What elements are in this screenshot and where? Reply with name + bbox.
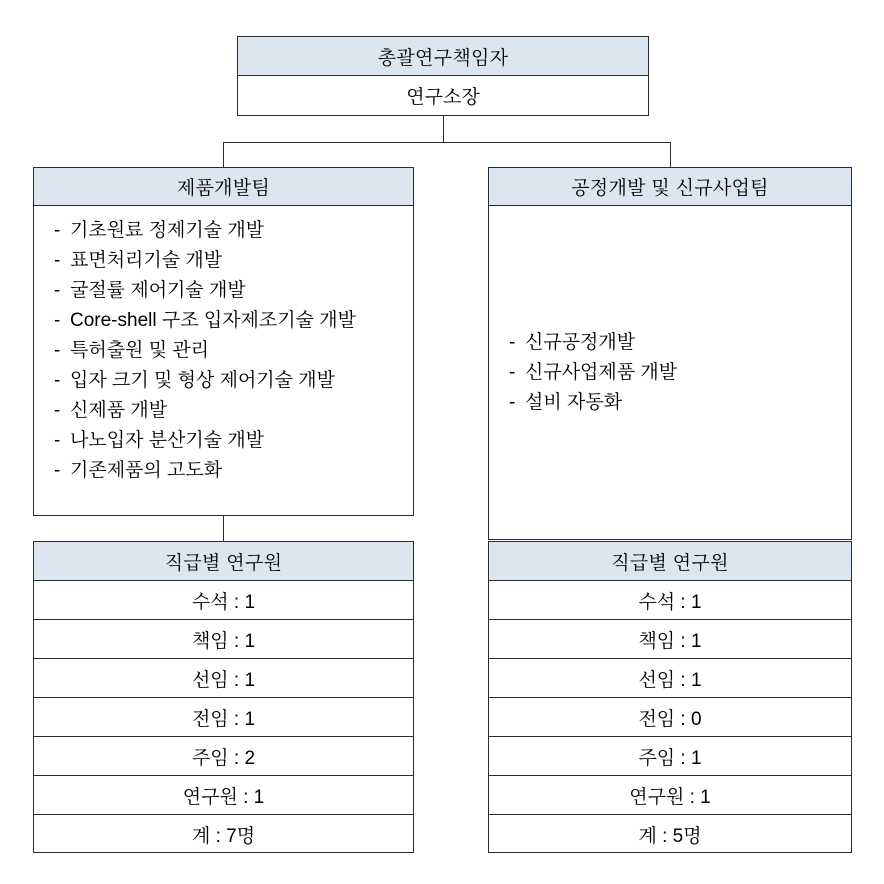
task-label: 특허출원 및 관리 <box>70 340 210 361</box>
node-chief-researcher <box>237 36 649 116</box>
task-label: 설비 자동화 <box>525 392 623 413</box>
task-label: 신규사업제품 개발 <box>525 362 678 383</box>
table-row: 주임 : 2 <box>34 737 413 776</box>
list-item <box>34 426 413 456</box>
table-row: 전임 : 0 <box>489 698 851 737</box>
table-row: 전임 : 1 <box>34 698 413 737</box>
bullet-dash: - <box>54 340 61 361</box>
table-row: 수석 : 1 <box>34 581 413 620</box>
task-label: 기초원료 정제기술 개발 <box>70 220 265 241</box>
table-row: 선임 : 1 <box>34 659 413 698</box>
node-process-development-team-title: 공정개발 및 신규사업팀 <box>489 168 851 206</box>
list-item <box>34 216 413 246</box>
bullet-dash: - <box>509 332 516 353</box>
task-label: Core-shell 구조 입자제조기술 개발 <box>70 310 356 331</box>
table-staff-process-development <box>488 541 852 853</box>
list-item <box>34 456 413 486</box>
node-chief-researcher-subtitle: 연구소장 <box>238 76 648 115</box>
table-staff-product-development <box>33 541 414 853</box>
connector-root-down <box>443 116 444 142</box>
task-label: 굴절률 제어기술 개발 <box>70 280 246 301</box>
bullet-dash: - <box>54 310 61 331</box>
list-item <box>34 276 413 306</box>
task-label: 신규공정개발 <box>525 332 636 353</box>
node-product-development-team-title: 제품개발팀 <box>34 168 413 206</box>
table-row: 책임 : 1 <box>489 620 851 659</box>
bullet-dash: - <box>54 250 61 271</box>
bullet-dash: - <box>509 392 516 413</box>
table-row: 책임 : 1 <box>34 620 413 659</box>
list-item <box>34 246 413 276</box>
process-development-team-task-list <box>489 206 851 418</box>
table-header: 직급별 연구원 <box>489 542 851 581</box>
connector-left-branch <box>223 142 224 167</box>
task-label: 기존제품의 고도화 <box>70 460 223 481</box>
task-label: 신제품 개발 <box>70 400 168 421</box>
connector-left-staff <box>223 516 224 541</box>
bullet-dash: - <box>54 370 61 391</box>
node-product-development-team <box>33 167 414 516</box>
list-item <box>34 366 413 396</box>
bullet-dash: - <box>54 460 61 481</box>
bullet-dash: - <box>54 220 61 241</box>
table-row: 선임 : 1 <box>489 659 851 698</box>
list-item <box>489 328 851 358</box>
table-row-total: 계 : 5명 <box>638 826 702 847</box>
list-item <box>489 388 851 418</box>
connector-right-branch <box>670 142 671 167</box>
table-row: 연구원 : 1 <box>489 776 851 815</box>
list-item <box>34 396 413 426</box>
list-item <box>489 358 851 388</box>
product-development-team-task-list <box>34 206 413 486</box>
list-item <box>34 336 413 366</box>
table-header: 직급별 연구원 <box>34 542 413 581</box>
table-row: 주임 : 1 <box>489 737 851 776</box>
list-item <box>34 306 413 336</box>
bullet-dash: - <box>54 280 61 301</box>
task-label: 입자 크기 및 형상 제어기술 개발 <box>70 370 335 391</box>
task-label: 나노입자 분산기술 개발 <box>70 430 265 451</box>
bullet-dash: - <box>509 362 516 383</box>
table-row: 연구원 : 1 <box>34 776 413 815</box>
table-row: 수석 : 1 <box>489 581 851 620</box>
bullet-dash: - <box>54 430 61 451</box>
task-label: 표면처리기술 개발 <box>70 250 223 271</box>
connector-horizontal <box>223 142 670 143</box>
table-row-total: 계 : 7명 <box>191 826 256 847</box>
bullet-dash: - <box>54 400 61 421</box>
node-process-development-team <box>488 167 852 540</box>
node-chief-researcher-title: 총괄연구책임자 <box>238 37 648 76</box>
